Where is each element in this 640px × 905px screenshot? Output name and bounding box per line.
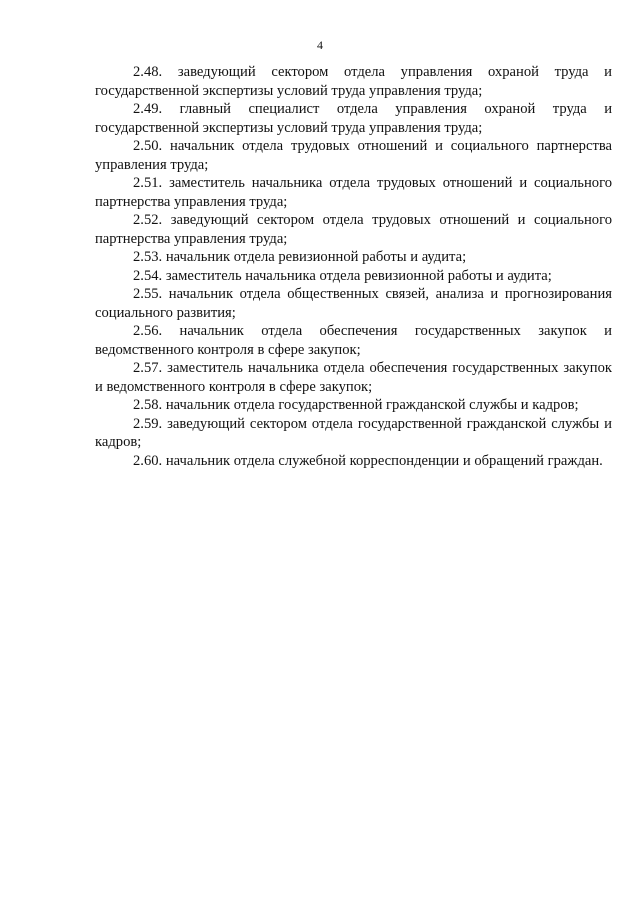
list-item: 2.55. начальник отдела общественных связей, анализа и прогнозирования социального развития; [95, 286, 612, 321]
list-item: 2.60. начальник отдела служебной корреспонденции и обращений граждан. [133, 452, 603, 469]
list-item: 2.51. заместитель начальника отдела трудовых отношений и социального партнерства управления труда; [95, 175, 612, 210]
list-item: 2.52. заведующий сектором отдела трудовых отношений и социального партнерства управления труда; [95, 212, 612, 247]
list-item: 2.48. заведующий сектором отдела управления охраной труда и государственной экспертизы условий труда управления труда; [95, 64, 612, 99]
list-item: 2.56. начальник отдела обеспечения государственных закупок и ведомственного контроля в сфере закупок; [95, 323, 612, 358]
list-item: 2.49. главный специалист отдела управления охраной труда и государственной экспертизы условий труда управления труда; [95, 101, 612, 136]
list-item: 2.57. заместитель начальника отдела обеспечения государственных закупок и ведомственного контроля в сфере закупок; [95, 360, 612, 395]
document-body [95, 63, 612, 470]
list-item: 2.58. начальник отдела государственной гражданской службы и кадров; [133, 397, 579, 413]
list-item: 2.59. заведующий сектором отдела государственной гражданской службы и кадров; [95, 415, 612, 450]
list-item: 2.54. заместитель начальника отдела ревизионной работы и аудита; [133, 267, 552, 284]
page-number: 4 [317, 38, 323, 52]
list-item: 2.53. начальник отдела ревизионной работы и аудита; [133, 249, 467, 265]
list-item: 2.50. начальник отдела трудовых отношений и социального партнерства управления труда; [95, 138, 612, 173]
